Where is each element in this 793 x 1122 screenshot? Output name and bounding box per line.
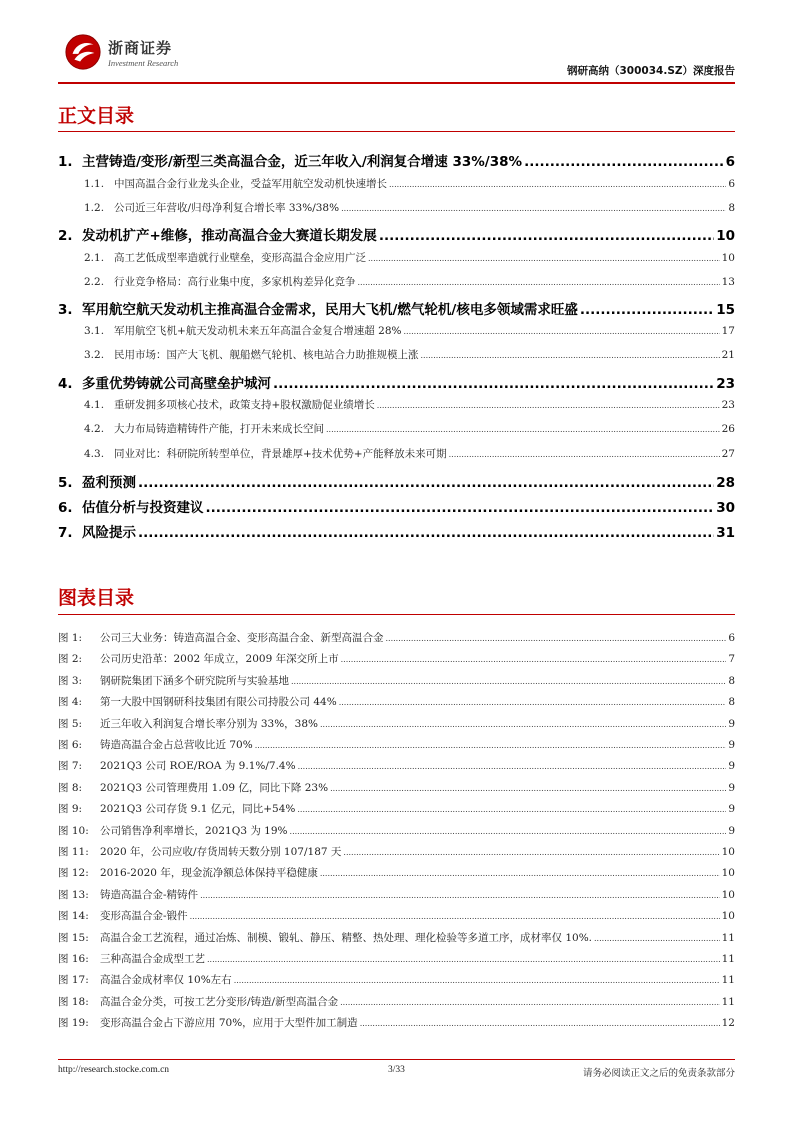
toc-entry-label: 军用航空航天发动机主推高温合金需求，民用大飞机/燃气轮机/核电多领域需求旺盛: [82, 302, 578, 318]
toc-entry-page: 30: [716, 500, 735, 516]
toc-entry-level2[interactable]: [58, 446, 735, 461]
figure-leader-dots: [200, 891, 720, 900]
figure-entry[interactable]: [58, 801, 735, 816]
figure-entry-label: 2021Q3 公司管理费用 1.09 亿，同比下降 23%: [100, 782, 329, 794]
toc-leader-dots: [358, 278, 720, 287]
toc-entry-page: 15: [716, 302, 735, 318]
figure-leader-dots: [290, 827, 727, 836]
zheshang-logo-icon: [64, 33, 102, 71]
toc-entry-label: 高工艺低成型率造就行业壁垒，变形高温合金应用广泛: [114, 252, 366, 264]
figure-entry[interactable]: [58, 780, 735, 795]
figure-entry[interactable]: [58, 951, 735, 966]
figure-entry-label: 公司销售净利率增长，2021Q3 为 19%: [100, 825, 288, 837]
figure-entry-page: 6: [728, 632, 735, 644]
toc-leader-dots: [389, 180, 726, 189]
figure-entry-page: 11: [721, 974, 735, 986]
toc-entry-page: 13: [721, 276, 735, 288]
toc-entry-label: 发动机扩产+维修，推动高温合金大赛道长期发展: [82, 228, 377, 244]
figure-leader-dots: [297, 805, 726, 814]
toc-leader-dots: [138, 525, 714, 541]
toc-entry-page: 6: [728, 178, 735, 190]
toc-entry-level2[interactable]: [58, 347, 735, 362]
toc-entry-number: 2.: [58, 228, 73, 244]
figure-entry-number: 图 7:: [58, 760, 83, 772]
figure-entry-label: 2020 年，公司应收/存货周转天数分别 107/187 天: [100, 846, 342, 858]
toc-entry-level1[interactable]: [58, 224, 735, 244]
figure-entry-label: 变形高温合金-锻件: [100, 910, 188, 922]
toc-entry-number: 6.: [58, 500, 73, 516]
toc-entry-level2[interactable]: [58, 200, 735, 215]
toc-entry-level1[interactable]: [58, 496, 735, 516]
toc-entry-label: 估值分析与投资建议: [82, 500, 204, 516]
report-title: 钢研高纳（300034.SZ）深度报告: [567, 65, 735, 77]
logo-english-name: Investment Research: [108, 58, 179, 68]
figure-entry-label: 铸造高温合金-精铸件: [100, 889, 199, 901]
figure-leader-dots: [339, 698, 727, 707]
toc-entry-number: 1.2.: [84, 202, 105, 214]
toc-entry-number: 4.: [58, 376, 73, 392]
figure-entry[interactable]: [58, 716, 735, 731]
figure-entry[interactable]: [58, 908, 735, 923]
toc-leader-dots: [326, 425, 720, 434]
figure-entry-page: 9: [728, 803, 735, 815]
figure-entry[interactable]: [58, 865, 735, 880]
figure-entry-label: 变形高温合金占下游应用 70%，应用于大型件加工制造: [100, 1017, 358, 1029]
toc-entry-page: 31: [716, 525, 735, 541]
toc-entry-level2[interactable]: [58, 323, 735, 338]
figure-leader-dots: [320, 869, 720, 878]
toc-entry-label: 风险提示: [82, 525, 136, 541]
toc-entry-level2[interactable]: [58, 250, 735, 265]
toc-entry-level1[interactable]: [58, 521, 735, 541]
toc-entry-page: 28: [716, 475, 735, 491]
figure-entry-page: 10: [721, 846, 735, 858]
toc-leader-dots: [377, 401, 720, 410]
toc-section-divider: [58, 131, 735, 132]
figures-section-divider: [58, 614, 735, 615]
figure-entry-number: 图 8:: [58, 782, 83, 794]
toc-entry-page: 23: [721, 399, 735, 411]
footer-disclaimer: 请务必阅读正文之后的免责条款部分: [582, 1068, 735, 1079]
footer-url[interactable]: http://research.stocke.com.cn: [58, 1065, 170, 1075]
toc-entry-level1[interactable]: [58, 471, 735, 491]
toc-entry-level1[interactable]: [58, 150, 735, 170]
figure-entry-label: 公司历史沿革：2002 年成立，2009 年深交所上市: [100, 653, 339, 665]
figure-entry-label: 高温合金工艺流程，通过冶炼、制模、锻轧、静压、精整、热处理、理化检验等多道工序，成材率仅 10%.: [100, 932, 593, 944]
figure-entry[interactable]: [58, 887, 735, 902]
toc-section-title: 正文目录: [58, 105, 135, 127]
toc-leader-dots: [341, 204, 726, 213]
figure-entry-page: 10: [721, 889, 735, 901]
figure-entry-number: 图 12:: [58, 867, 89, 879]
figure-entry-label: 公司三大业务：铸造高温合金、变形高温合金、新型高温合金: [100, 632, 384, 644]
figure-entry-number: 图 4:: [58, 696, 83, 708]
figure-entry-number: 图 17:: [58, 974, 89, 986]
toc-leader-dots: [206, 500, 715, 516]
figure-entry-number: 图 11:: [58, 846, 89, 858]
toc-entry-number: 2.2.: [84, 276, 105, 288]
figure-leader-dots: [234, 976, 720, 985]
figure-entry[interactable]: [58, 972, 735, 987]
toc-entry-number: 3.2.: [84, 349, 105, 361]
toc-leader-dots: [368, 254, 720, 263]
toc-entry-label: 主营铸造/变形/新型三类高温合金，近三年收入/利润复合增速 33%/38%: [82, 154, 523, 170]
figure-entry[interactable]: [58, 694, 735, 709]
toc-entry-level2[interactable]: [58, 274, 735, 289]
toc-entry-number: 4.1.: [84, 399, 105, 411]
toc-entry-label: 重研发拥多项核心技术，政策支持+股权激励促业绩增长: [114, 399, 375, 411]
figure-entry[interactable]: [58, 737, 735, 752]
figure-leader-dots: [291, 677, 726, 686]
toc-entry-number: 4.2.: [84, 423, 105, 435]
toc-entry-number: 3.: [58, 302, 73, 318]
figure-entry-number: 图 2:: [58, 653, 83, 665]
figure-entry-label: 铸造高温合金占总营收比近 70%: [100, 739, 253, 751]
toc-entry-page: 26: [721, 423, 735, 435]
toc-entry-label: 同业对比：科研院所转型单位，背景雄厚+技术优势+产能释放未来可期: [114, 448, 447, 460]
figure-entry-number: 图 14:: [58, 910, 89, 922]
figure-entry-number: 图 6:: [58, 739, 83, 751]
toc-entry-page: 27: [721, 448, 735, 460]
toc-entry-number: 2.1.: [84, 252, 105, 264]
toc-entry-number: 7.: [58, 525, 73, 541]
figure-entry-page: 9: [728, 782, 735, 794]
figure-entry-label: 近三年收入利润复合增长率分别为 33%，38%: [100, 718, 319, 730]
toc-entry-level2[interactable]: [58, 421, 735, 436]
toc-leader-dots: [379, 228, 714, 244]
figure-leader-dots: [330, 784, 726, 793]
figure-entry[interactable]: [58, 823, 735, 838]
toc-leader-dots: [449, 450, 720, 459]
figure-leader-dots: [298, 762, 727, 771]
figure-entry-label: 高温合金成材率仅 10%左右: [100, 974, 232, 986]
figure-entry-page: 11: [721, 932, 735, 944]
figure-entry-label: 2021Q3 公司存货 9.1 亿元，同比+54%: [100, 803, 296, 815]
toc-entry-label: 盈利预测: [82, 475, 136, 491]
figure-leader-dots: [343, 848, 719, 857]
figure-entry-number: 图 3:: [58, 675, 83, 687]
figure-entry-page: 11: [721, 953, 735, 965]
toc-entry-number: 5.: [58, 475, 73, 491]
toc-entry-label: 公司近三年营收/归母净利复合增长率 33%/38%: [114, 202, 340, 214]
toc-entry-page: 10: [716, 228, 735, 244]
toc-leader-dots: [138, 475, 714, 491]
logo-chinese-name: 浙商证券: [108, 39, 173, 57]
figure-entry-page: 8: [728, 696, 735, 708]
figure-entry-label: 钢研院集团下涵多个研究院所与实验基地: [100, 675, 289, 687]
figure-leader-dots: [360, 1019, 720, 1028]
figures-section-title: 图表目录: [58, 587, 135, 609]
figure-entry-number: 图 10:: [58, 825, 89, 837]
toc-leader-dots: [273, 376, 714, 392]
figure-entry[interactable]: [58, 930, 735, 945]
toc-entry-level2[interactable]: [58, 176, 735, 191]
toc-entry-page: 10: [721, 252, 735, 264]
figure-leader-dots: [255, 741, 727, 750]
page-header: [58, 30, 735, 82]
toc-entry-label: 多重优势铸就公司高壁垒护城河: [82, 376, 271, 392]
figure-entry-number: 图 13:: [58, 889, 89, 901]
figure-leader-dots: [594, 934, 720, 943]
figure-entry-number: 图 1:: [58, 632, 83, 644]
figure-entry-number: 图 5:: [58, 718, 83, 730]
figure-entry-page: 7: [728, 653, 735, 665]
figure-entry[interactable]: [58, 1015, 735, 1030]
figure-entry-page: 9: [728, 718, 735, 730]
figure-entry-page: 10: [721, 910, 735, 922]
toc-entry-number: 3.1.: [84, 325, 105, 337]
figure-entry-label: 三种高温合金成型工艺: [100, 953, 205, 965]
toc-entry-page: 8: [728, 202, 735, 214]
toc-entry-page: 23: [716, 376, 735, 392]
figure-entry-label: 第一大股中国钢研科技集团有限公司持股公司 44%: [100, 696, 337, 708]
figure-entry[interactable]: [58, 651, 735, 666]
figure-leader-dots: [207, 955, 720, 964]
toc-entry-level1[interactable]: [58, 372, 735, 392]
figure-entry-page: 8: [728, 675, 735, 687]
toc-entry-label: 中国高温合金行业龙头企业，受益军用航空发动机快速增长: [114, 178, 387, 190]
toc-leader-dots: [403, 327, 719, 336]
toc-entry-page: 17: [721, 325, 735, 337]
toc-entry-label: 大力布局铸造精铸件产能，打开未来成长空间: [114, 423, 324, 435]
figure-entry-number: 图 9:: [58, 803, 83, 815]
figure-entry[interactable]: [58, 994, 735, 1009]
figure-entry-number: 图 19:: [58, 1017, 89, 1029]
toc-entry-label: 军用航空飞机+航天发动机未来五年高温合金复合增速超 28%: [114, 325, 402, 337]
figure-leader-dots: [320, 720, 726, 729]
figure-entry[interactable]: [58, 844, 735, 859]
figure-entry-page: 11: [721, 996, 735, 1008]
figure-entry-label: 2016-2020 年，现金流净额总体保持平稳健康: [100, 867, 318, 879]
toc-entry-label: 民用市场：国产大飞机、舰船燃气轮机、核电站合力助推规模上涨: [114, 349, 419, 361]
toc-entry-label: 行业竞争格局：高行业集中度，多家机构差异化竞争: [114, 276, 356, 288]
figure-entry[interactable]: [58, 673, 735, 688]
figure-entry-label: 2021Q3 公司 ROE/ROA 为 9.1%/7.4%: [100, 760, 296, 772]
figure-leader-dots: [341, 655, 727, 664]
figure-leader-dots: [190, 912, 720, 921]
figure-entry-page: 10: [721, 867, 735, 879]
toc-entry-level2[interactable]: [58, 397, 735, 412]
toc-leader-dots: [421, 351, 720, 360]
footer-page-number: 3/33: [388, 1065, 405, 1075]
figure-entry-page: 9: [728, 739, 735, 751]
toc-entry-page: 6: [725, 154, 735, 170]
toc-entry-number: 1.1.: [84, 178, 105, 190]
toc-entry-number: 4.3.: [84, 448, 105, 460]
figure-leader-dots: [386, 634, 727, 643]
footer-divider: [58, 1059, 735, 1060]
figure-entry-number: 图 16:: [58, 953, 89, 965]
figure-entry-page: 12: [721, 1017, 735, 1029]
toc-leader-dots: [580, 302, 714, 318]
toc-leader-dots: [524, 154, 724, 170]
figure-entry-page: 9: [728, 825, 735, 837]
figure-entry-label: 高温合金分类，可按工艺分变形/铸造/新型高温合金: [100, 996, 339, 1008]
figure-entry[interactable]: [58, 630, 735, 645]
header-divider: [58, 82, 735, 84]
toc-entry-number: 1.: [58, 154, 73, 170]
toc-entry-level1[interactable]: [58, 298, 735, 318]
figure-entry-page: 9: [728, 760, 735, 772]
figure-entry[interactable]: [58, 758, 735, 773]
figure-entry-number: 图 15:: [58, 932, 89, 944]
figure-entry-number: 图 18:: [58, 996, 89, 1008]
toc-entry-page: 21: [721, 349, 735, 361]
figure-leader-dots: [340, 998, 720, 1007]
